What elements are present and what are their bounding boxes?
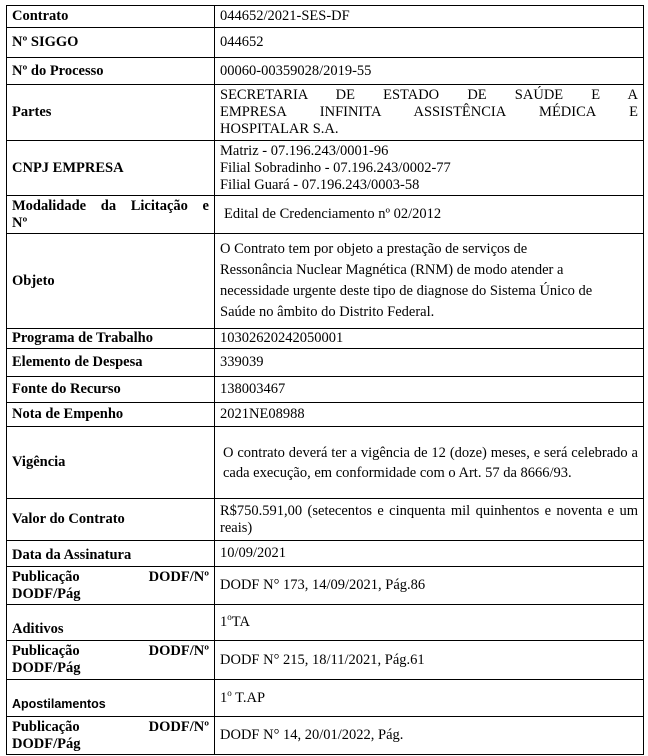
publicacao-2-label-line-2: DODF/Pág bbox=[12, 660, 81, 676]
label-vigencia: Vigência bbox=[7, 427, 215, 499]
value-contrato: 044652/2021-SES-DF bbox=[215, 6, 644, 28]
publicacao-3-label-right: DODF/Nº bbox=[148, 718, 209, 735]
apostilamentos-ordinal: o bbox=[227, 687, 232, 698]
row-nota bbox=[7, 403, 644, 427]
row-objeto bbox=[7, 234, 644, 329]
label-cnpj: CNPJ EMPRESA bbox=[7, 141, 215, 196]
row-aditivos bbox=[7, 605, 644, 641]
cnpj-filial-guara: Filial Guará - 07.196.243/0003-58 bbox=[220, 176, 420, 193]
apostilamentos-number: 1 bbox=[220, 689, 228, 706]
objeto-line-3: necessidade urgente deste tipo de diagnose do Sistema Único de bbox=[220, 283, 593, 299]
label-aditivos: Aditivos bbox=[7, 605, 215, 641]
value-aditivos bbox=[215, 605, 644, 641]
value-cnpj bbox=[215, 141, 644, 196]
label-publicacao-2 bbox=[7, 641, 215, 680]
value-modalidade: Edital de Credenciamento nº 02/2012 bbox=[215, 196, 644, 234]
aditivos-type: TA bbox=[231, 614, 250, 630]
label-siggo: Nº SIGGO bbox=[7, 28, 215, 58]
label-elemento: Elemento de Despesa bbox=[7, 349, 215, 377]
objeto-line-4: Saúde no âmbito do Distrito Federal. bbox=[220, 304, 435, 320]
value-apostilamentos bbox=[215, 680, 644, 717]
row-siggo bbox=[7, 28, 644, 58]
label-contrato: Contrato bbox=[7, 6, 215, 28]
row-processo bbox=[7, 58, 644, 85]
label-apostilamentos: Apostilamentos bbox=[7, 680, 215, 717]
objeto-line-2: Ressonância Nuclear Magnética (RNM) de modo atender a bbox=[220, 262, 564, 278]
row-publicacao-2 bbox=[7, 641, 644, 680]
cnpj-filial-sobradinho: Filial Sobradinho - 07.196.243/0002-77 bbox=[220, 159, 451, 176]
value-elemento: 339039 bbox=[215, 349, 644, 377]
row-partes bbox=[7, 85, 644, 141]
label-modalidade bbox=[7, 196, 215, 234]
publicacao-1-label-right: DODF/Nº bbox=[148, 568, 209, 585]
aditivos-number: 1 bbox=[220, 614, 228, 630]
objeto-line-1: O Contrato tem por objeto a prestação de serviços de bbox=[220, 241, 528, 257]
value-nota: 2021NE08988 bbox=[215, 403, 644, 427]
value-objeto bbox=[215, 234, 644, 329]
value-publicacao-1: DODF N° 173, 14/09/2021, Pág.86 bbox=[215, 567, 644, 605]
label-valor: Valor do Contrato bbox=[7, 499, 215, 541]
publicacao-2-label-left: Publicação bbox=[12, 643, 80, 659]
label-objeto: Objeto bbox=[7, 234, 215, 329]
publicacao-2-label-right: DODF/Nº bbox=[148, 643, 209, 659]
row-programa bbox=[7, 329, 644, 349]
row-cnpj bbox=[7, 141, 644, 196]
label-publicacao-1 bbox=[7, 567, 215, 605]
row-data bbox=[7, 541, 644, 567]
label-data: Data da Assinatura bbox=[7, 541, 215, 567]
value-valor: R$750.591,00 (setecentos e cinquenta mil quinhentos e noventa e um reais) bbox=[215, 499, 644, 541]
row-vigencia bbox=[7, 427, 644, 499]
modalidade-label-line-2: Nº bbox=[12, 214, 28, 231]
value-siggo: 044652 bbox=[215, 28, 644, 58]
value-vigencia: O contrato deverá ter a vigência de 12 (doze) meses, e será celebrado a cada execução, em conformidade com o Art. 57 da 8666/93. bbox=[215, 427, 644, 499]
label-processo: Nº do Processo bbox=[7, 58, 215, 85]
value-partes bbox=[215, 85, 644, 141]
row-publicacao-3 bbox=[7, 717, 644, 755]
label-fonte: Fonte do Recurso bbox=[7, 377, 215, 403]
publicacao-1-label-line-2: DODF/Pág bbox=[12, 585, 81, 602]
value-publicacao-2: DODF N° 215, 18/11/2021, Pág.61 bbox=[215, 641, 644, 680]
row-elemento bbox=[7, 349, 644, 377]
contract-summary-table bbox=[6, 5, 644, 755]
row-fonte bbox=[7, 377, 644, 403]
cnpj-matriz: Matriz - 07.196.243/0001-96 bbox=[220, 142, 389, 159]
value-processo: 00060-00359028/2019-55 bbox=[215, 58, 644, 85]
row-publicacao-1 bbox=[7, 567, 644, 605]
publicacao-3-label-left: Publicação bbox=[12, 718, 80, 735]
label-publicacao-3 bbox=[7, 717, 215, 755]
modalidade-label-line-1: Modalidade da Licitação e bbox=[12, 197, 209, 214]
row-contrato bbox=[7, 6, 644, 28]
label-programa: Programa de Trabalho bbox=[7, 329, 215, 349]
row-valor bbox=[7, 499, 644, 541]
value-programa: 10302620242050001 bbox=[215, 329, 644, 349]
partes-line-1: SECRETARIA DE ESTADO DE SAÚDE E A bbox=[220, 87, 638, 103]
partes-line-2: EMPRESA INFINITA ASSISTÊNCIA MÉDICA E bbox=[220, 104, 638, 120]
aditivos-ordinal: o bbox=[227, 612, 232, 623]
value-data: 10/09/2021 bbox=[215, 541, 644, 567]
value-publicacao-3: DODF N° 14, 20/01/2022, Pág. bbox=[215, 717, 644, 755]
partes-line-3: HOSPITALAR S.A. bbox=[220, 121, 339, 137]
label-nota: Nota de Empenho bbox=[7, 403, 215, 427]
row-apostilamentos bbox=[7, 680, 644, 717]
apostilamentos-type: T.AP bbox=[231, 689, 266, 706]
label-partes: Partes bbox=[7, 85, 215, 141]
row-modalidade bbox=[7, 196, 644, 234]
publicacao-1-label-left: Publicação bbox=[12, 568, 80, 585]
publicacao-3-label-line-2: DODF/Pág bbox=[12, 735, 81, 752]
value-fonte: 138003467 bbox=[215, 377, 644, 403]
